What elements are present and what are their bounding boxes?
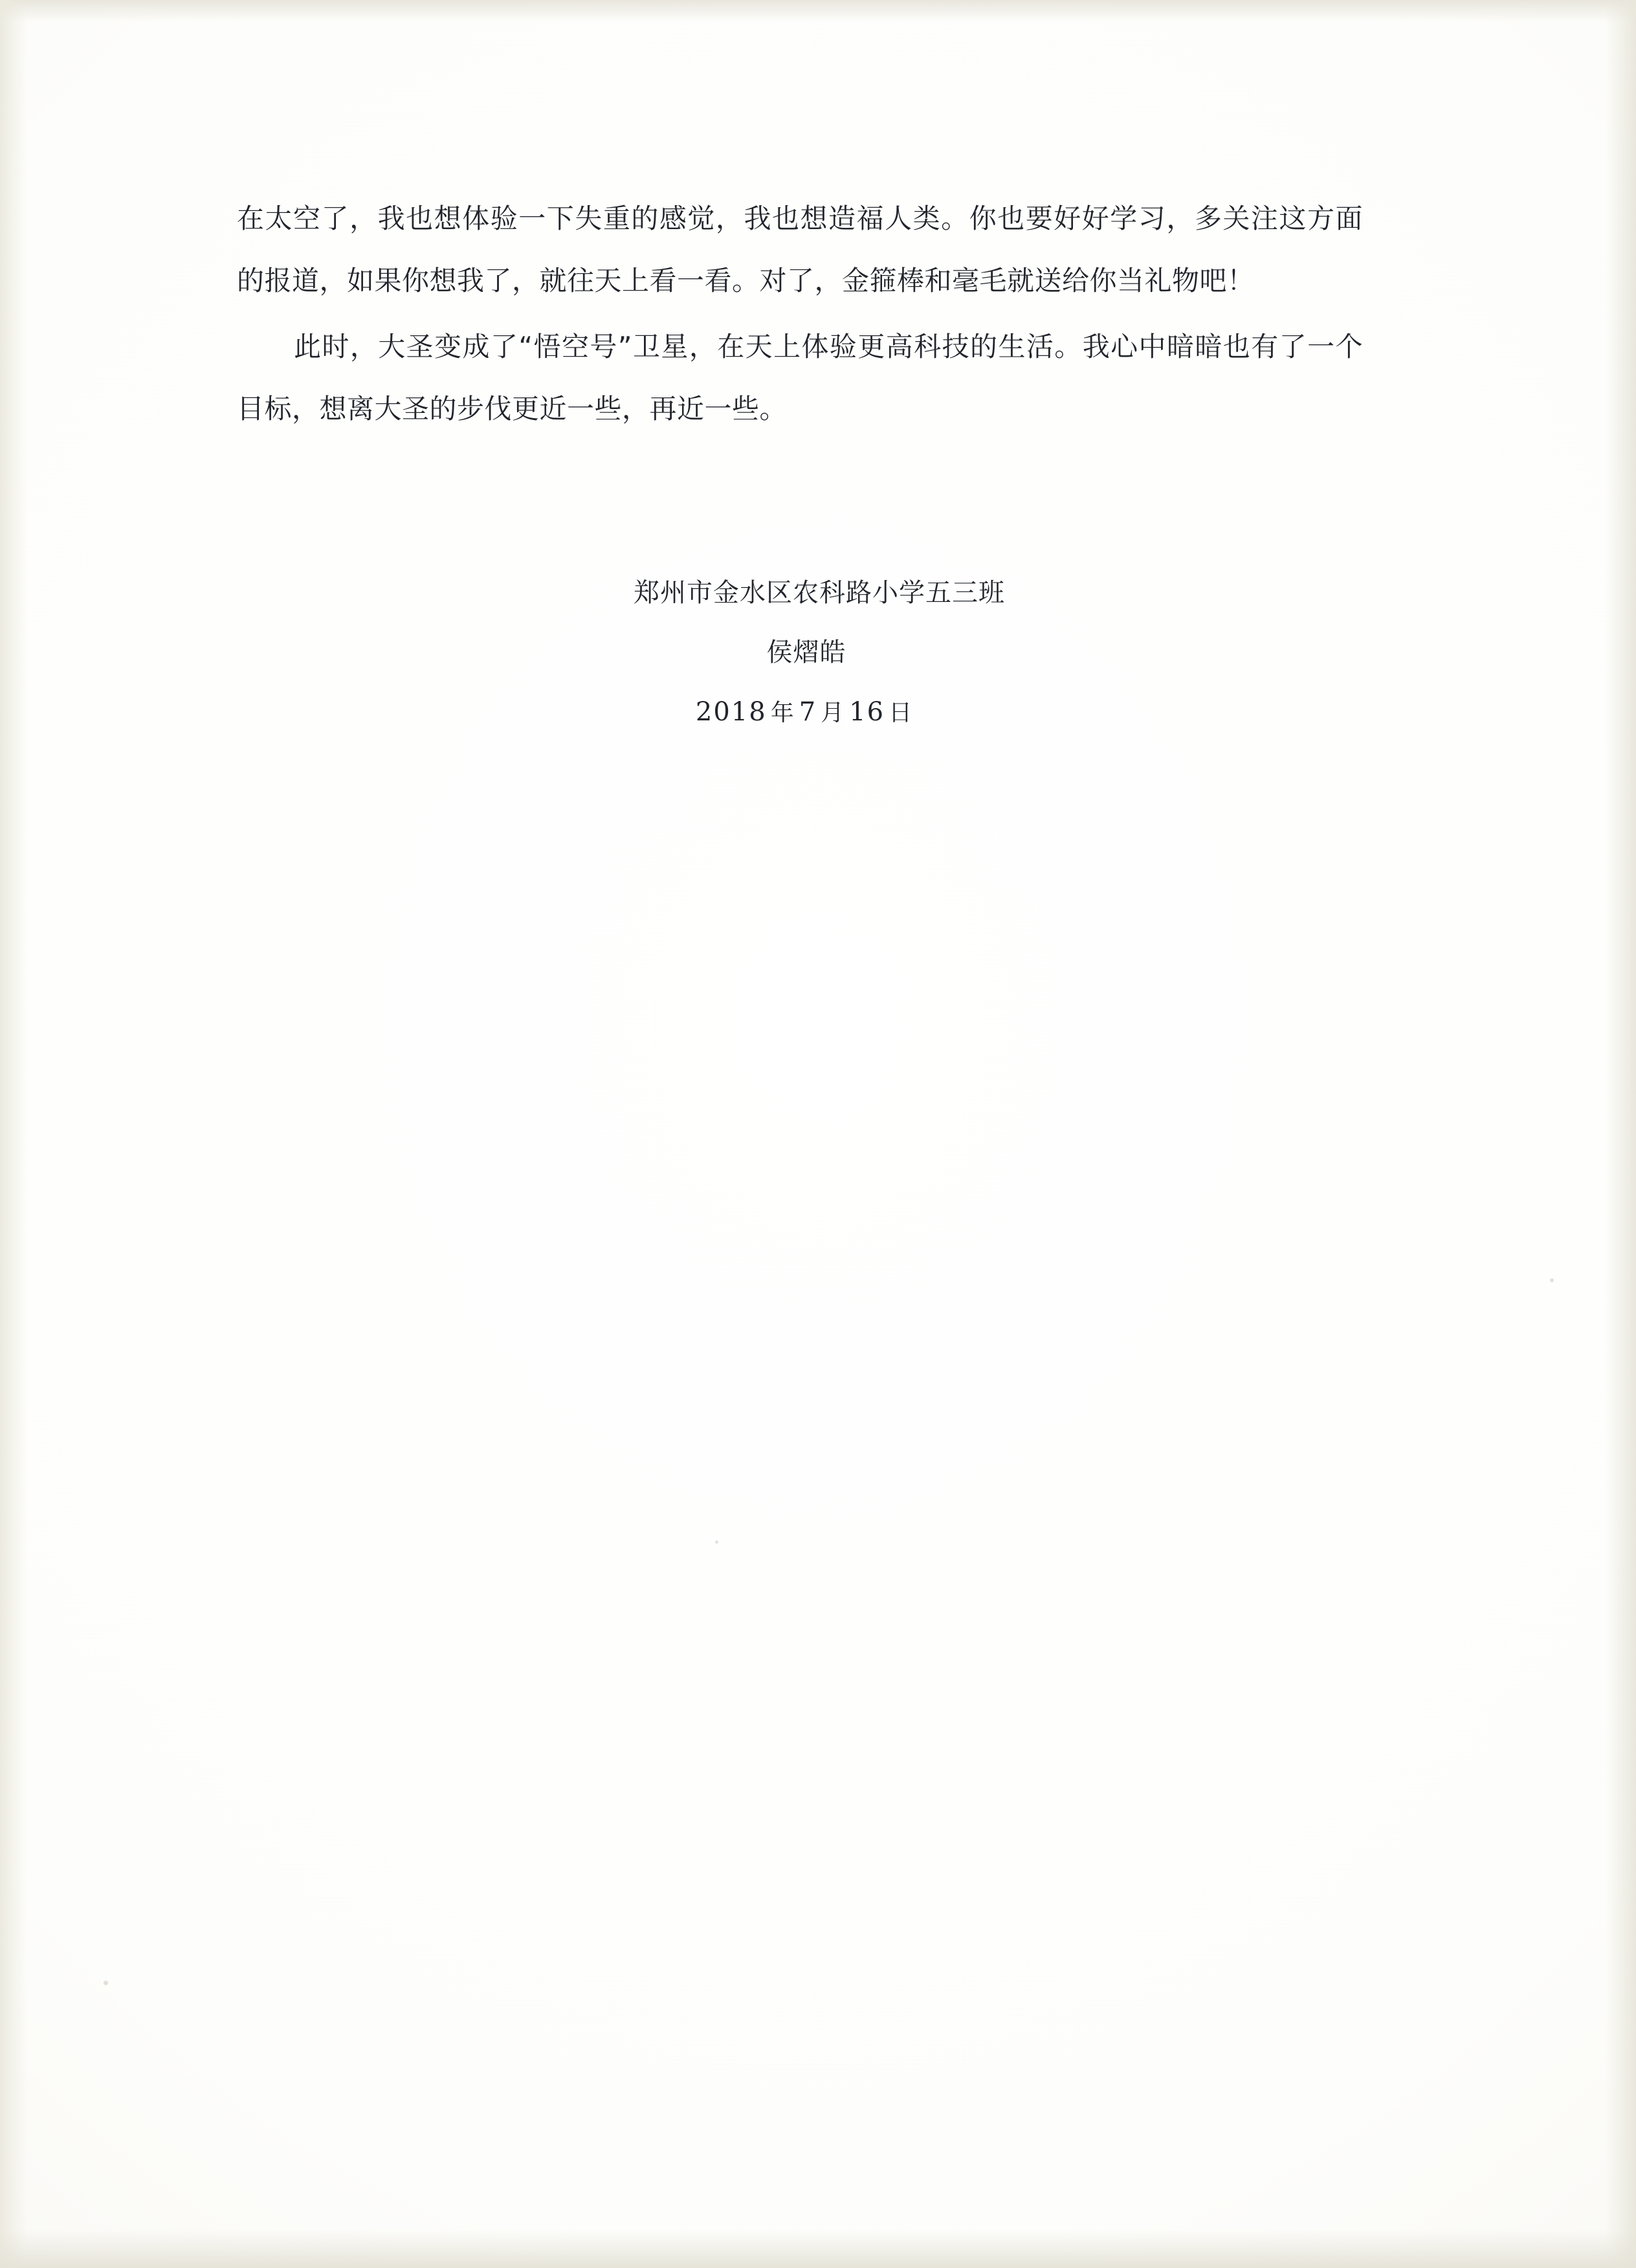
signature-date-day-unit: 日	[889, 700, 914, 726]
body-paragraph: 此时，大圣变成了“悟空号”卫星，在天上体验更高科技的生活。我心中暗暗也有了一个目标，想离大圣的步伐更近一些，再近一些。	[237, 331, 1363, 425]
signature-school: 郑州市金水区农科路小学五三班	[634, 578, 1005, 608]
signature-date-year: 2018	[695, 697, 767, 727]
signature-date-day: 16	[849, 697, 885, 727]
signature-date	[237, 682, 1363, 743]
paper-speck	[1550, 1278, 1554, 1282]
page-edge-right-shadow	[1605, 0, 1636, 2268]
signature-date-month-unit: 月	[821, 700, 846, 726]
paper-speck	[715, 1540, 718, 1544]
page-edge-bottom-shadow	[0, 2229, 1636, 2268]
page-edge-top-shadow	[0, 0, 1636, 22]
body-paragraph: 在太空了，我也想体验一下失重的感觉，我也想造福人类。你也要好好学习，多关注这方面的报道，如果你想我了，就往天上看一看。对了，金箍棒和毫毛就送给你当礼物吧！	[237, 203, 1363, 296]
signature-date-year-unit: 年	[770, 700, 795, 726]
signature-block	[237, 563, 1363, 743]
page-edge-left-shadow	[0, 0, 27, 2268]
document-body	[237, 188, 1363, 440]
signature-author: 侯熠皓	[766, 638, 846, 667]
paper-speck	[104, 1981, 108, 1985]
signature-date-month: 7	[799, 697, 817, 727]
